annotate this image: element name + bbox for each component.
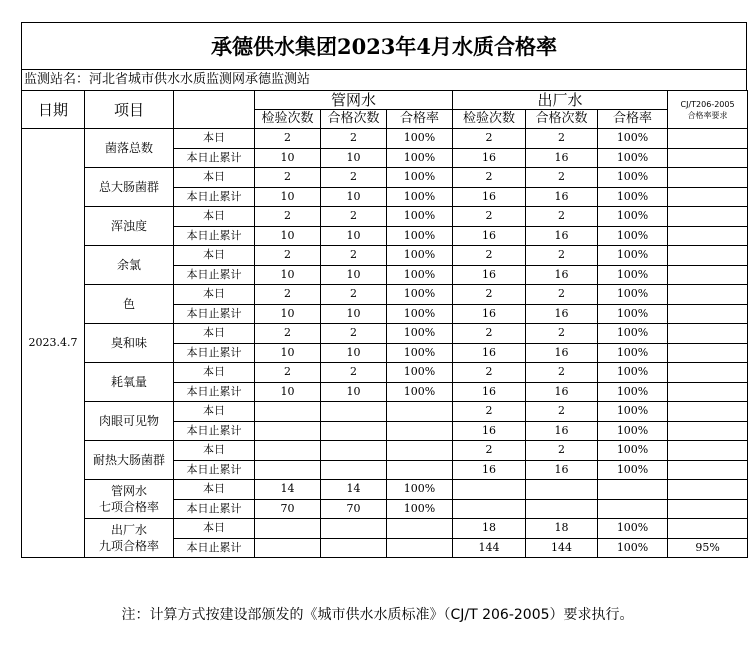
plant-test-count-cell: 2 [453,363,526,383]
item-cell [85,207,174,246]
footnote: 注：计算方式按建设部颁发的《城市供水水质标准》（CJ/T 206-2005）要求执行。 [121,607,634,623]
standard-cell: 95% [668,538,748,558]
pipe-test-count-cell: 14 [255,480,321,500]
plant-test-count-cell: 2 [453,441,526,461]
pipe-test-count-header: 检验次数 [255,110,321,129]
table-row [22,324,748,344]
plant-test-count-cell: 16 [453,226,526,246]
item-label: 浑浊度 [110,219,147,233]
plant-pass-rate-cell: 100% [598,148,668,168]
plant-pass-count-cell: 2 [526,441,598,461]
standard-header [668,91,748,129]
plant-test-count-cell: 144 [453,538,526,558]
standard-cell [668,148,748,168]
date-header: 日期 [22,91,85,129]
pipe-pass-rate-cell: 100% [387,226,453,246]
plant-pass-rate-cell [598,480,668,500]
plant-pass-rate-cell: 100% [598,441,668,461]
pipe-pass-rate-cell [387,402,453,422]
period-cumulative-cell: 本日止累计 [174,499,255,519]
pipe-pass-rate-cell: 100% [387,129,453,149]
pipe-pass-count-cell: 10 [321,226,387,246]
period-cumulative-cell: 本日止累计 [174,343,255,363]
pipe-pass-rate-cell: 100% [387,324,453,344]
plant-pass-count-cell: 144 [526,538,598,558]
plant-pass-count-cell: 2 [526,363,598,383]
pipe-pass-count-cell: 2 [321,363,387,383]
date-cell: 2023.4.7 [22,129,85,558]
item-cell [85,441,174,480]
plant-pass-count-cell: 2 [526,207,598,227]
standard-cell [668,304,748,324]
item-label-line2: 九项合格率 [98,539,159,553]
plant-pass-count-cell: 2 [526,246,598,266]
header-row-1 [22,91,748,110]
pipe-pass-rate-cell: 100% [387,382,453,402]
plant-pass-rate-cell: 100% [598,285,668,305]
plant-test-count-cell: 16 [453,460,526,480]
pipe-pass-rate-cell: 100% [387,207,453,227]
plant-test-count-cell: 2 [453,168,526,188]
plant-pass-rate-cell: 100% [598,402,668,422]
plant-pass-count-cell: 2 [526,285,598,305]
plant-test-count-cell: 18 [453,519,526,539]
plant-water-header: 出厂水 [453,91,668,110]
period-cumulative-cell: 本日止累计 [174,421,255,441]
station-label: 监测站名：河北省城市供水水质监测网承德监测站 [21,70,747,90]
pipe-test-count-cell: 10 [255,226,321,246]
pipe-pass-rate-cell [387,519,453,539]
plant-pass-count-header: 合格次数 [526,110,598,129]
pipe-test-count-cell: 10 [255,148,321,168]
item-label: 臭和味 [110,336,147,350]
pipe-pass-count-cell: 10 [321,187,387,207]
pipe-pass-count-cell [321,441,387,461]
pipe-test-count-cell [255,402,321,422]
plant-pass-count-cell [526,480,598,500]
plant-pass-count-cell: 2 [526,402,598,422]
table-row [22,363,748,383]
pipe-pass-rate-cell: 100% [387,187,453,207]
plant-pass-rate-cell: 100% [598,246,668,266]
plant-test-count-cell [453,480,526,500]
plant-pass-count-cell: 18 [526,519,598,539]
pipe-test-count-cell: 2 [255,324,321,344]
pipe-test-count-cell: 2 [255,285,321,305]
plant-pass-rate-cell [598,499,668,519]
plant-pass-count-cell: 2 [526,168,598,188]
standard-cell [668,402,748,422]
period-cumulative-cell: 本日止累计 [174,382,255,402]
plant-pass-count-cell: 16 [526,265,598,285]
table-row [22,480,748,500]
pipe-test-count-cell: 10 [255,343,321,363]
plant-test-count-cell [453,499,526,519]
period-cumulative-cell: 本日止累计 [174,460,255,480]
item-label: 肉眼可见物 [98,414,159,428]
plant-pass-count-cell: 16 [526,304,598,324]
plant-pass-rate-cell: 100% [598,265,668,285]
item-label-line2: 七项合格率 [98,500,159,514]
standard-cell [668,382,748,402]
plant-test-count-header: 检验次数 [453,110,526,129]
standard-cell [668,460,748,480]
plant-test-count-cell: 16 [453,148,526,168]
table-row [22,207,748,227]
pipe-pass-rate-cell: 100% [387,246,453,266]
pipe-pass-rate-cell [387,460,453,480]
pipe-pass-count-cell: 2 [321,246,387,266]
standard-cell [668,421,748,441]
pipe-pass-count-cell: 2 [321,324,387,344]
standard-cell [668,168,748,188]
period-cumulative-cell: 本日止累计 [174,265,255,285]
item-label: 总大肠菌群 [98,180,159,194]
period-day-cell: 本日 [174,402,255,422]
report-title: 承德供水集团2023年4月水质合格率 [21,22,747,70]
pipe-test-count-cell [255,460,321,480]
plant-pass-rate-cell: 100% [598,421,668,441]
period-cumulative-cell: 本日止累计 [174,148,255,168]
pipe-test-count-cell: 10 [255,265,321,285]
table-row [22,285,748,305]
pipe-pass-count-cell [321,460,387,480]
plant-pass-count-cell: 16 [526,226,598,246]
plant-test-count-cell: 2 [453,246,526,266]
pipe-pass-count-header: 合格次数 [321,110,387,129]
plant-pass-rate-cell: 100% [598,129,668,149]
item-label: 色 [122,297,135,311]
pipe-test-count-cell [255,519,321,539]
pipe-pass-rate-cell [387,441,453,461]
period-header [174,91,255,129]
item-cell [85,480,174,519]
pipe-pass-rate-cell: 100% [387,265,453,285]
item-cell [85,168,174,207]
plant-pass-rate-cell: 100% [598,460,668,480]
pipe-pass-count-cell: 10 [321,265,387,285]
pipe-pass-count-cell [321,421,387,441]
period-cumulative-cell: 本日止累计 [174,226,255,246]
standard-cell [668,363,748,383]
plant-test-count-cell: 16 [453,382,526,402]
pipe-pass-rate-cell: 100% [387,148,453,168]
plant-pass-count-cell: 2 [526,324,598,344]
plant-pass-rate-cell: 100% [598,304,668,324]
item-label: 出厂水 [110,523,147,537]
plant-test-count-cell: 16 [453,265,526,285]
pipe-pass-count-cell: 10 [321,304,387,324]
table-row [22,246,748,266]
period-day-cell: 本日 [174,480,255,500]
pipe-test-count-cell: 70 [255,499,321,519]
plant-pass-count-cell: 16 [526,382,598,402]
standard-cell [668,285,748,305]
pipe-pass-rate-cell: 100% [387,480,453,500]
table-row [22,402,748,422]
item-label: 管网水 [110,484,147,498]
plant-test-count-cell: 2 [453,207,526,227]
plant-pass-count-cell: 2 [526,129,598,149]
plant-pass-count-cell: 16 [526,421,598,441]
pipe-test-count-cell: 2 [255,363,321,383]
pipe-pass-count-cell: 10 [321,343,387,363]
period-day-cell: 本日 [174,129,255,149]
standard-cell [668,187,748,207]
pipe-pass-count-cell [321,402,387,422]
pipe-water-header: 管网水 [255,91,453,110]
table-row [22,168,748,188]
plant-test-count-cell: 16 [453,304,526,324]
standard-code: CJ/T206-2005 [680,99,735,109]
period-cumulative-cell: 本日止累计 [174,304,255,324]
pipe-test-count-cell [255,538,321,558]
pipe-pass-rate-cell [387,538,453,558]
table-row [22,441,748,461]
plant-test-count-cell: 16 [453,421,526,441]
period-day-cell: 本日 [174,441,255,461]
item-cell [85,246,174,285]
quality-report-sheet [21,22,747,558]
table-body [22,129,748,558]
standard-cell [668,129,748,149]
table-row [22,129,748,149]
item-label: 耗氧量 [110,375,147,389]
item-label: 菌落总数 [104,141,153,155]
item-cell [85,285,174,324]
quality-table [21,90,748,558]
plant-pass-count-cell [526,499,598,519]
period-day-cell: 本日 [174,168,255,188]
standard-cell [668,265,748,285]
item-cell [85,402,174,441]
item-cell [85,324,174,363]
plant-test-count-cell: 2 [453,402,526,422]
plant-pass-rate-cell: 100% [598,168,668,188]
pipe-pass-count-cell [321,519,387,539]
plant-pass-rate-cell: 100% [598,538,668,558]
pipe-test-count-cell [255,441,321,461]
plant-pass-count-cell: 16 [526,187,598,207]
plant-pass-rate-cell: 100% [598,324,668,344]
plant-pass-rate-cell: 100% [598,519,668,539]
standard-cell [668,480,748,500]
item-cell [85,363,174,402]
standard-cell [668,207,748,227]
pipe-test-count-cell: 2 [255,246,321,266]
pipe-test-count-cell: 2 [255,168,321,188]
pipe-test-count-cell: 10 [255,382,321,402]
plant-pass-rate-cell: 100% [598,382,668,402]
plant-pass-rate-cell: 100% [598,343,668,363]
pipe-pass-rate-cell: 100% [387,168,453,188]
standard-cell [668,499,748,519]
plant-test-count-cell: 2 [453,129,526,149]
pipe-test-count-cell [255,421,321,441]
period-cumulative-cell: 本日止累计 [174,187,255,207]
pipe-pass-count-cell: 2 [321,285,387,305]
pipe-pass-rate-cell [387,421,453,441]
standard-cell [668,343,748,363]
pipe-pass-count-cell: 2 [321,129,387,149]
plant-test-count-cell: 16 [453,187,526,207]
period-cumulative-cell: 本日止累计 [174,538,255,558]
pipe-pass-count-cell: 14 [321,480,387,500]
pipe-pass-rate-cell: 100% [387,304,453,324]
standard-cell [668,519,748,539]
plant-pass-rate-cell: 100% [598,226,668,246]
pipe-test-count-cell: 10 [255,304,321,324]
pipe-pass-count-cell: 10 [321,382,387,402]
plant-pass-rate-header: 合格率 [598,110,668,129]
standard-cell [668,324,748,344]
table-row [22,519,748,539]
item-label: 余氯 [116,258,141,272]
pipe-pass-count-cell: 70 [321,499,387,519]
pipe-pass-rate-cell: 100% [387,285,453,305]
item-header: 项目 [85,91,174,129]
plant-pass-rate-cell: 100% [598,187,668,207]
item-label: 耐热大肠菌群 [92,453,165,467]
plant-pass-count-cell: 16 [526,460,598,480]
period-day-cell: 本日 [174,324,255,344]
plant-pass-count-cell: 16 [526,343,598,363]
pipe-test-count-cell: 10 [255,187,321,207]
pipe-pass-rate-cell: 100% [387,343,453,363]
standard-cell [668,441,748,461]
pipe-test-count-cell: 2 [255,129,321,149]
pipe-pass-count-cell: 10 [321,148,387,168]
period-day-cell: 本日 [174,207,255,227]
pipe-pass-rate-cell: 100% [387,499,453,519]
plant-pass-count-cell: 16 [526,148,598,168]
plant-test-count-cell: 2 [453,285,526,305]
period-day-cell: 本日 [174,363,255,383]
item-cell [85,519,174,558]
pipe-test-count-cell: 2 [255,207,321,227]
period-day-cell: 本日 [174,285,255,305]
period-day-cell: 本日 [174,519,255,539]
standard-cell [668,246,748,266]
item-cell [85,129,174,168]
pipe-pass-count-cell: 2 [321,168,387,188]
plant-test-count-cell: 16 [453,343,526,363]
pipe-pass-count-cell: 2 [321,207,387,227]
period-day-cell: 本日 [174,246,255,266]
standard-requirement: 合格率要求 [687,110,728,120]
plant-test-count-cell: 2 [453,324,526,344]
plant-pass-rate-cell: 100% [598,207,668,227]
plant-pass-rate-cell: 100% [598,363,668,383]
pipe-pass-rate-cell: 100% [387,363,453,383]
pipe-pass-count-cell [321,538,387,558]
pipe-pass-rate-header: 合格率 [387,110,453,129]
standard-cell [668,226,748,246]
